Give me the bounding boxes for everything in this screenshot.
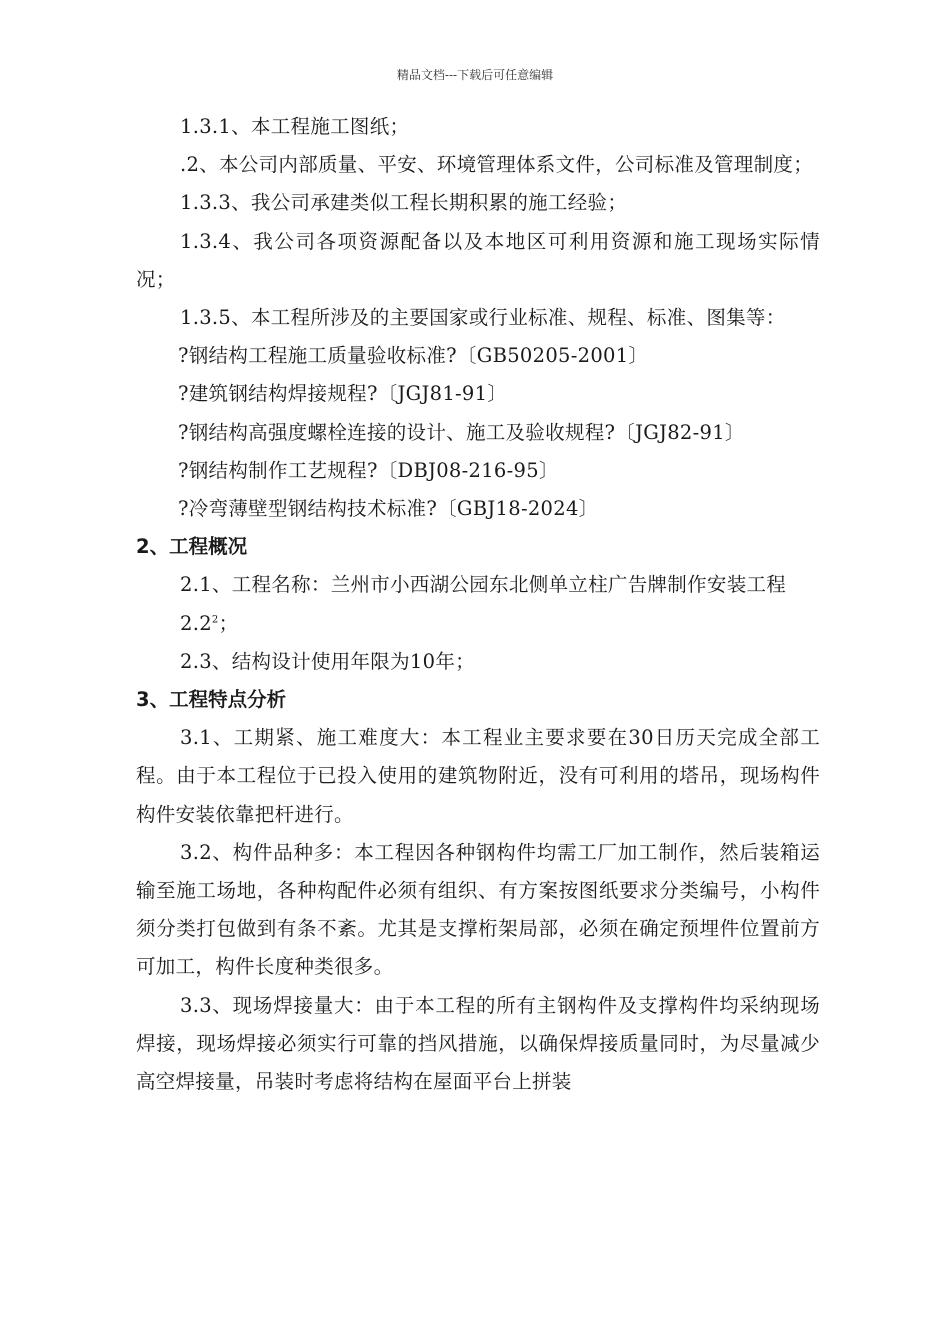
area-label: 2.2 (180, 611, 212, 635)
standard-ref-item: ?钢结构高强度螺栓连接的设计、施工及验收规程?〔JGJ82-91〕 (178, 420, 745, 444)
paragraph-project-area (136, 605, 820, 643)
page-header: 精品文档---下载后可任意编辑 (396, 68, 554, 82)
paragraph-design-life: 2.3、结构设计使用年限为10年； (180, 649, 475, 673)
paragraph-component-variety: 3.2、构件品种多：本工程因各种钢构件均需工厂加工制作，然后装箱运输至施工场地，各种构配件必须有组织、有方案按图纸要求分类编号，小构件须分类打包做到有条不紊。尤其是支撑桁架局部，必须在确定预埋件位置前方可加工，构件长度种类很多。 (136, 840, 820, 979)
paragraph-basis-resources: 1.3.4、我公司各项资源配备以及本地区可利用资源和施工现场实际情况； (136, 229, 820, 291)
paragraph-basis-standards: 1.3.5、本工程所涉及的主要国家或行业标准、规程、标准、图集等： (180, 306, 786, 330)
area-suffix: ； (218, 611, 239, 635)
paragraph-basis-management-system: .2、本公司内部质量、平安、环境管理体系文件，公司标准及管理制度； (180, 153, 814, 177)
standard-ref-item: ?冷弯薄壁型钢结构技术标准?〔GBJ18-2024〕 (178, 497, 599, 521)
paragraph-basis-experience: 1.3.3、我公司承建类似工程长期积累的施工经验； (180, 191, 628, 215)
paragraph-tight-schedule: 3.1、工期紧、施工难度大：本工程业主要求要在30日历天完成全部工程。由于本工程位于已投入使用的建筑物附近，没有可利用的塔吊，现场构件构件安装依靠把杆进行。 (136, 726, 820, 826)
standard-ref-item: ?钢结构工程施工质量验收标准?〔GB50205-2001〕 (178, 344, 649, 368)
paragraph-basis-drawings: 1.3.1、本工程施工图纸； (180, 115, 410, 138)
standard-ref-item: ?钢结构制作工艺规程?〔DBJ08-216-95〕 (178, 458, 559, 482)
paragraph-site-welding: 3.3、现场焊接量大：由于本工程的所有主钢构件及支撑构件均采纳现场焊接，现场焊接必须实行可靠的挡风措施，以确保焊接质量同时，为尽量减少高空焊接量，吊装时考虑将结构在屋面平台上拼装 (136, 993, 820, 1094)
section-heading-project-overview: 2、工程概况 (136, 535, 248, 559)
document-body (136, 108, 820, 1101)
section-heading-characteristics: 3、工程特点分析 (136, 688, 287, 712)
area-superscript: 2 (211, 614, 219, 626)
paragraph-project-name: 2.1、工程名称：兰州市小西湖公园东北侧单立柱广告牌制作安装工程 (180, 573, 787, 597)
standard-ref-item: ?建筑钢结构焊接规程?〔JGJ81-91〕 (178, 382, 508, 406)
